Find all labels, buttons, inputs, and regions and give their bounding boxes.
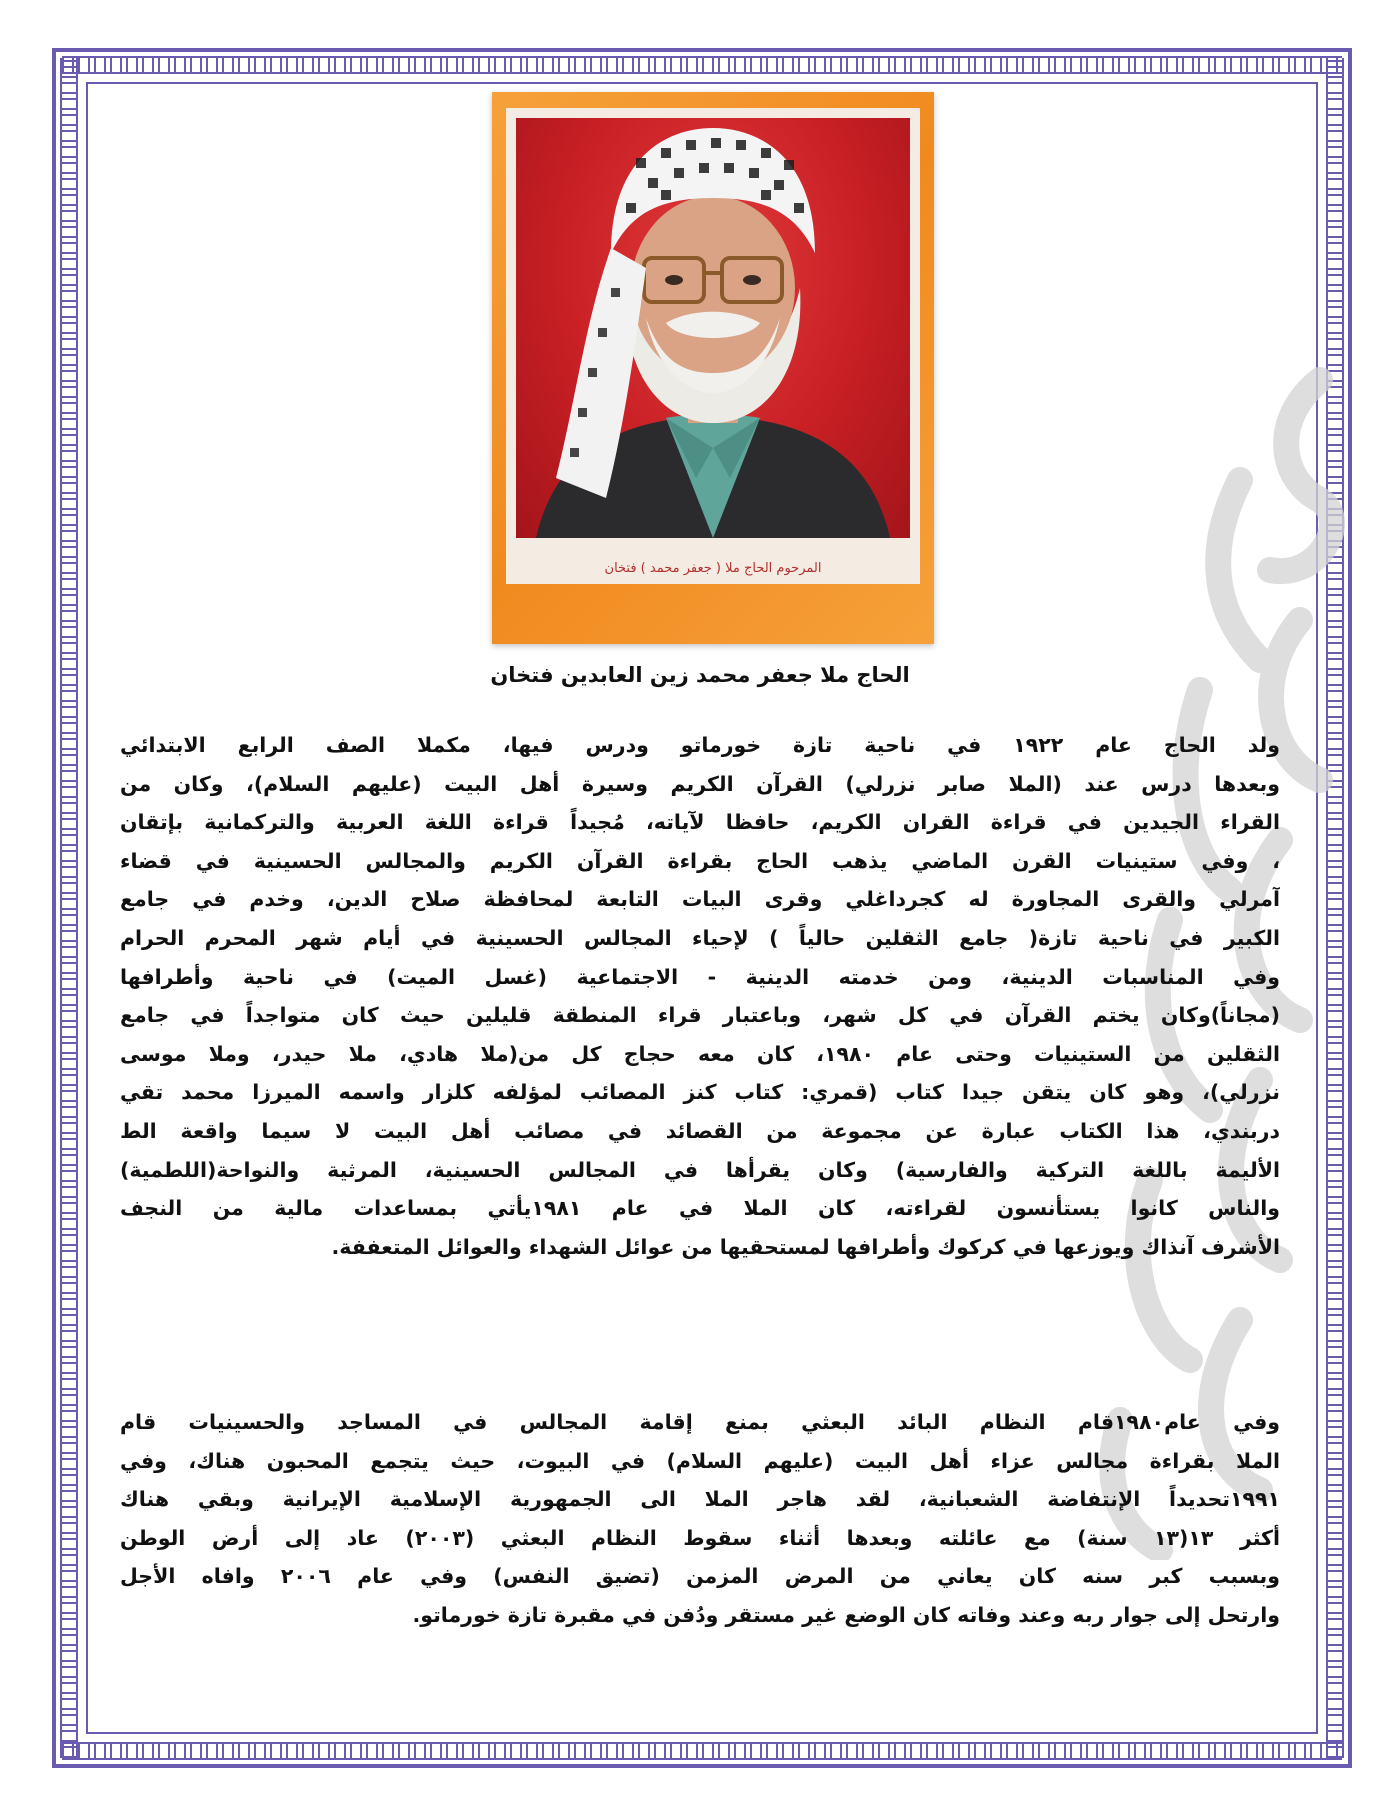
paragraph-line: وبعدها درس عند (الملا صابر نزرلي) القرآن الكريم وسيرة أهل البيت (عليهم السلام)، وكان من — [120, 771, 1280, 796]
photo-mat — [506, 108, 920, 584]
paragraph-line: ، وفي ستينيات القرن الماضي يذهب الحاج بقراءة القرآن الكريم والمجالس الحسينية في قضاء — [120, 848, 1280, 873]
biography-paragraph-1 — [120, 726, 1280, 1266]
paragraph-line: ١٩٩١تحديداً الإنتفاضة الشعبانية، لقد هاجر الملا الى الجمهورية الإسلامية الإيرانية وبقي هناك — [120, 1487, 1280, 1512]
border-pattern-top — [62, 56, 1342, 74]
person-name-title: الحاج ملا جعفر محمد زين العابدين فتخان — [490, 663, 910, 687]
paragraph-line: وفي المناسبات الدينية، ومن خدمته الدينية - الاجتماعية (غسل الميت) في ناحية وأطرافها — [120, 964, 1280, 989]
paragraph-line: أكثر ١٣(١٣ سنة) مع عائلته وبعدها أثناء سقوط النظام البعثي (٢٠٠٣) عاد إلى أرض الوطن — [120, 1525, 1280, 1550]
paragraph-line: القراء الجيدين في قراءة القران الكريم، حافظا لآياته، مُجيداً قراءة اللغة العربية والتركمانية بإتقان — [120, 810, 1280, 835]
paragraph-line: وبسبب كبر سنه كان يعاني من المرض المزمن (تضيق النفس) وفي عام ٢٠٠٦ وافاه الأجل — [120, 1564, 1280, 1589]
paragraph-line: والناس كانوا يستأنسون لقراءته، كان الملا في عام ١٩٨١يأتي بمساعدات مالية من النجف — [120, 1196, 1280, 1221]
paragraph-line: الأليمة باللغة التركية والفارسية) وكان يقرأها في المجالس الحسينية، المرثية والنواحة(اللطمية) — [120, 1157, 1280, 1182]
paragraph-line: نزرلي)، وهو كان يتقن جيدا كتاب (قمري: كتاب كنز المصائب لمؤلفه كلزار واسمه الميرزا محمد تقي — [120, 1080, 1280, 1105]
photo-caption: المرحوم الحاج ملا ( جعفر محمد ) فتخان — [604, 561, 822, 576]
paragraph-line: وفي عام١٩٨٠قام النظام البائد البعثي بمنع إقامة المجالس في المساجد والحسينيات قام — [120, 1410, 1280, 1434]
paragraph-line: آمرلي والقرى المجاورة له كجرداغلي وقرى البيات التابعة لمحافظة صلاح الدين، وخدم في جامع — [120, 887, 1280, 912]
paragraph-line: الأشرف آنذاك ويوزعها في كركوك وأطرافها لمستحقيها من عوائل الشهداء والعوائل المتعففة. — [331, 1234, 1280, 1259]
portrait-photo — [516, 118, 910, 538]
framed-portrait — [492, 92, 934, 644]
portrait-illustration — [516, 118, 910, 538]
paragraph-line: الكبير في ناحية تازة( جامع الثقلين حالياً ) لإحياء المجالس الحسينية في أيام شهر المحرم الحرام — [120, 925, 1280, 950]
border-pattern-left — [60, 58, 78, 1758]
biography-paragraph-2 — [120, 1403, 1280, 1635]
border-pattern-right — [1326, 58, 1344, 1758]
paragraph-line: الثقلين من الستينيات وحتى عام ١٩٨٠، كان معه حجاج كل من(ملا هادي، ملا حيدر، وملا موسى — [120, 1041, 1280, 1066]
paragraph-line: (مجاناً)وكان يختم القرآن في كل شهر، وباعتبار قراء المنطقة قليلين حيث كان متواجداً في جامع — [120, 1003, 1280, 1028]
paragraph-line: ولد الحاج عام ١٩٢٢ في ناحية تازة خورماتو ودرس فيها، مكملا الصف الرابع الابتدائي — [120, 733, 1280, 757]
paragraph-line: وارتحل إلى جوار ربه وعند وفاته كان الوضع غير مستقر ودُفن في مقبرة تازة خورماتو. — [412, 1602, 1280, 1627]
paragraph-line: دربندي، هذا الكتاب عبارة عن مجموعة من القصائد في مصائب أهل البيت لا سيما واقعة الط — [120, 1118, 1280, 1143]
border-pattern-bottom — [62, 1742, 1342, 1760]
paragraph-line: الملا بقراءة مجالس عزاء أهل البيت (عليهم السلام) في البيوت، حيث يتجمع المحبون هناك، وفي — [120, 1448, 1280, 1473]
